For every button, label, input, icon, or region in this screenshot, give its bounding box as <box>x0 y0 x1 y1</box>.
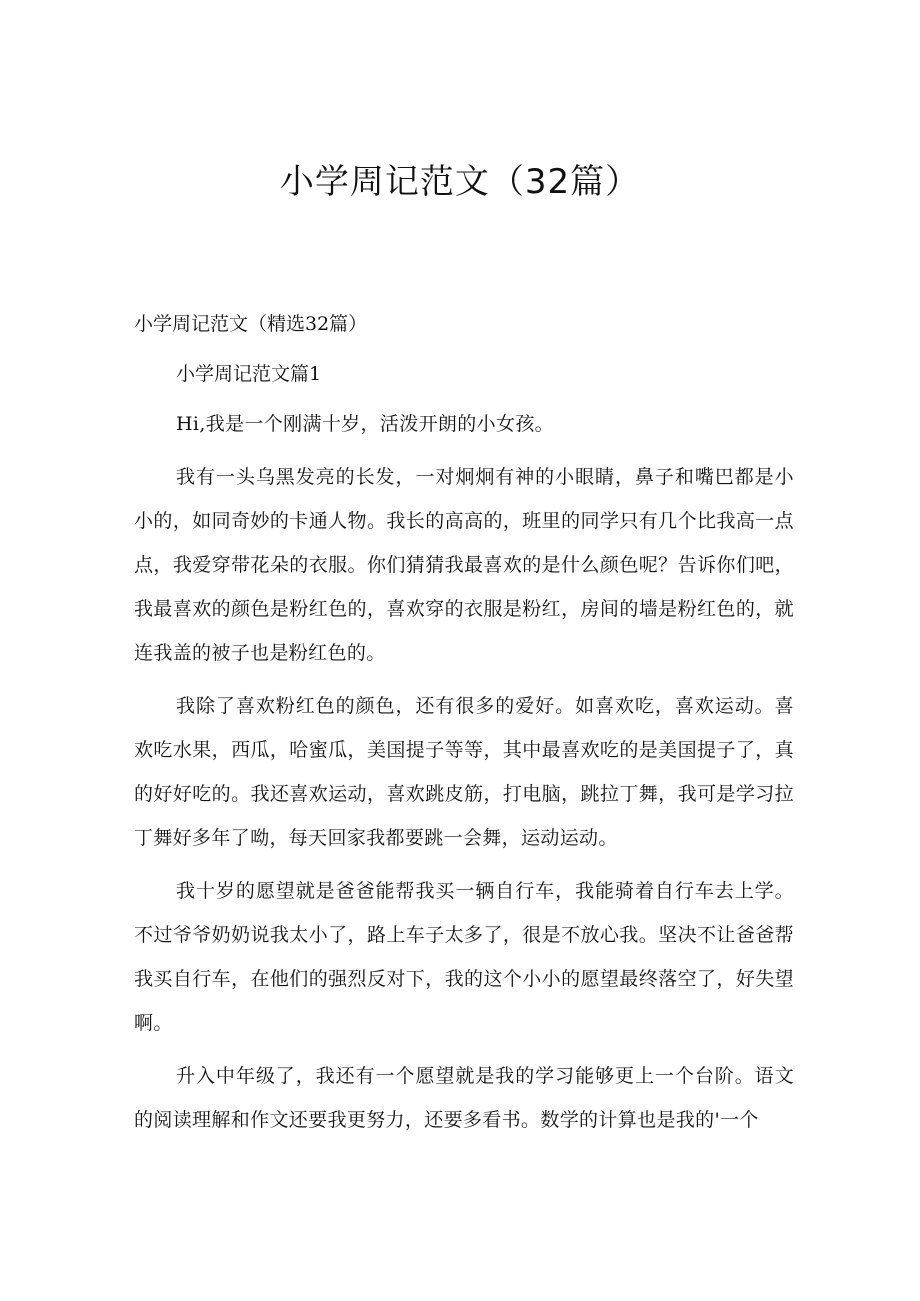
paragraph-5: 升入中年级了，我还有一个愿望就是我的学习能够更上一个台阶。语文的阅读理解和作文还要我更努力，还要多看书。数学的计算也是我的'一个 <box>134 1065 794 1131</box>
section-heading: 小学周记范文篇1 <box>176 363 322 385</box>
document-body <box>134 302 794 1142</box>
document-subtitle: 小学周记范文（精选32篇） <box>134 313 368 335</box>
paragraph-2: 我有一头乌黑发亮的长发，一对炯炯有神的小眼睛，鼻子和嘴巴都是小小的，如同奇妙的卡通人物。我长的高高的，班里的同学只有几个比我高一点点，我爱穿带花朵的衣服。你们猜猜我最喜欢的是什么颜色呢？告诉你们吧，我最喜欢的颜色是粉红色的，喜欢穿的衣服是粉红，房间的墙是粉红色的，就连我盖的被子也是粉红色的。 <box>134 466 794 664</box>
paragraph-4: 我十岁的愿望就是爸爸能帮我买一辆自行车，我能骑着自行车去上学。不过爷爷奶奶说我太小了，路上车子太多了，很是不放心我。坚决不让爸爸帮我买自行车，在他们的强烈反对下，我的这个小小的愿望最终落空了，好失望啊。 <box>134 880 794 1034</box>
paragraph-3: 我除了喜欢粉红色的颜色，还有很多的爱好。如喜欢吃，喜欢运动。喜欢吃水果，西瓜，哈蜜瓜，美国提子等等，其中最喜欢吃的是美国提子了，真的好好吃的。我还喜欢运动，喜欢跳皮筋，打电脑，跳拉丁舞，我可是学习拉丁舞好多年了呦，每天回家我都要跳一会舞，运动运动。 <box>134 695 794 849</box>
paragraph-1: Hi,我是一个刚满十岁，活泼开朗的小女孩。 <box>176 413 555 435</box>
document-title: 小学周记范文（32篇） <box>279 162 641 202</box>
